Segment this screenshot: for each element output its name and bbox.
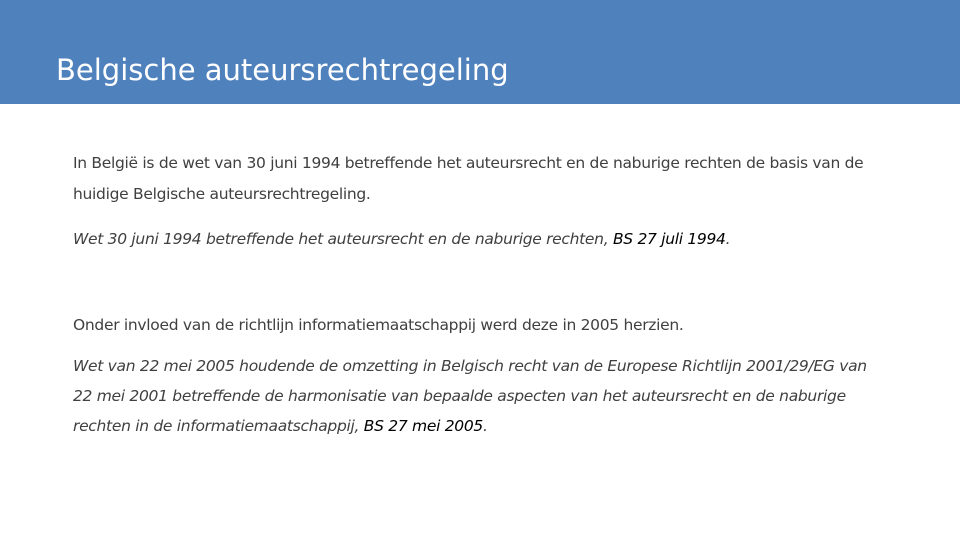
law-1994-reference: BS 27 juli 1994 <box>612 230 726 248</box>
law-2005-citation-text: Wet van 22 mei 2005 houdende de omzetting in Belgisch recht van de Europese Richtlijn 2001/29/EG van 22 mei 2001 betreffende de harmonisatie van bepaalde aspecten van het auteursrecht en de naburige rechten in de informatiemaatschappij, <box>73 357 867 435</box>
revision-paragraph: Onder invloed van de richtlijn informatiemaatschappij werd deze in 2005 herzien. <box>73 316 684 334</box>
law-2005-citation <box>73 351 873 441</box>
law-1994-citation-text: Wet 30 juni 1994 betreffende het auteursrecht en de naburige rechten, <box>73 230 613 248</box>
title-bar <box>0 0 960 104</box>
law-2005-citation-end: . <box>482 417 488 435</box>
law-2005-reference: BS 27 mei 2005 <box>363 417 483 435</box>
law-1994-citation <box>73 224 873 254</box>
intro-paragraph: In België is de wet van 30 juni 1994 betreffende het auteursrecht en de naburige rechten de basis van de huidige Belgische auteursrechtregeling. <box>73 154 864 203</box>
slide-title: Belgische auteursrechtregeling <box>56 53 509 87</box>
slide-content <box>73 148 873 441</box>
law-1994-citation-end: . <box>725 230 731 248</box>
